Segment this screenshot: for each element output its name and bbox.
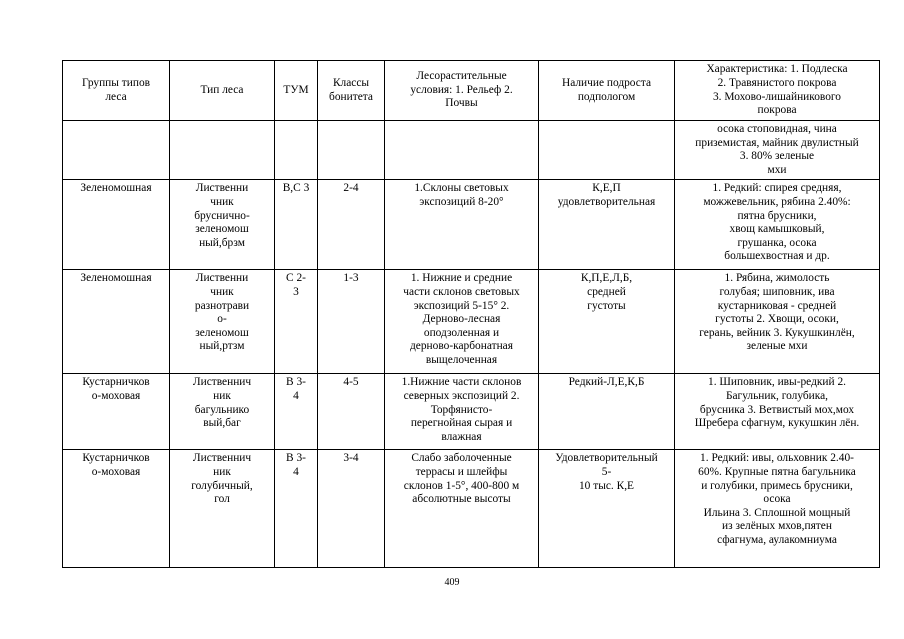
cell-tum: С 2- 3 [275,270,318,374]
cell-forest-type: Лиственнич ник голубичный, гол [170,450,275,568]
cell-characteristics: 1. Редкий: спирея средняя, можжевельник, рябина 2.40%: пятна брусники, хвощ камышковый, грушанка, осока большехвостная и др. [675,180,880,270]
cell-forest-group: Кустарничков о-моховая [63,450,170,568]
header-growing-conditions: Лесорастительные условия: 1. Рельеф 2. Почвы [385,61,539,121]
header-tum: ТУМ [275,61,318,121]
cell-tum [275,121,318,180]
cell-characteristics: 1. Шиповник, ивы-редкий 2. Багульник, голубика, брусника 3. Ветвистый мох,мох Шребера сфагнум, кукушкин лён. [675,374,880,450]
cell-forest-type: Лиственни чник разнотрави о- зеленомош ный,ртзм [170,270,275,374]
cell-bonitet [318,121,385,180]
cell-characteristics: 1. Рябина, жимолость голубая; шиповник, ива кустарниковая - средней густоты 2. Хвощи, осоки, герань, вейник 3. Кукушкинлён, зеленые мхи [675,270,880,374]
cell-bonitet: 3-4 [318,450,385,568]
cell-forest-type: Лиственнич ник багульнико вый,баг [170,374,275,450]
forest-types-table [62,60,880,568]
header-bonitet: Классы бонитета [318,61,385,121]
cell-forest-group [63,121,170,180]
cell-undergrowth: Редкий-Л,Е,К,Б [539,374,675,450]
cell-growing-conditions: Слабо заболоченные террасы и шлейфы склонов 1-5°, 400-800 м абсолютные высоты [385,450,539,568]
table-row [63,180,880,270]
table-row [63,270,880,374]
cell-tum: В,С 3 [275,180,318,270]
table-row [63,121,880,180]
cell-undergrowth: К,П,Е,Л,Б, средней густоты [539,270,675,374]
page-number: 409 [444,577,460,588]
cell-bonitet: 1-3 [318,270,385,374]
cell-tum: В 3- 4 [275,450,318,568]
cell-bonitet: 2-4 [318,180,385,270]
cell-bonitet: 4-5 [318,374,385,450]
cell-forest-type: Лиственни чник бруснично- зеленомош ный,брзм [170,180,275,270]
cell-forest-group: Зеленомошная [63,180,170,270]
cell-undergrowth: Удовлетворительный 5- 10 тыс. К,Е [539,450,675,568]
cell-undergrowth [539,121,675,180]
table-row [63,374,880,450]
cell-growing-conditions: 1. Нижние и средние части склонов световых экспозиций 5-15° 2. Дерново-лесная оподзоленная и дерново-карбонатная выщелоченная [385,270,539,374]
cell-growing-conditions: 1.Нижние части склонов северных экспозиций 2. Торфянисто- перегнойная сырая и влажная [385,374,539,450]
cell-undergrowth: К,Е,П удовлетворительная [539,180,675,270]
table-header-row [63,61,880,121]
cell-characteristics: осока стоповидная, чина приземистая, майник двулистный 3. 80% зеленые мхи [675,121,880,180]
header-undergrowth: Наличие подроста подпологом [539,61,675,121]
table-row [63,450,880,568]
cell-forest-type [170,121,275,180]
cell-forest-group: Кустарничков о-моховая [63,374,170,450]
header-forest-group: Группы типов леса [63,61,170,121]
header-characteristics: Характеристика: 1. Подлеска 2. Травянистого покрова 3. Мохово-лишайникового покрова [675,61,880,121]
cell-forest-group: Зеленомошная [63,270,170,374]
cell-growing-conditions: 1.Склоны световых экспозиций 8-20° [385,180,539,270]
cell-characteristics: 1. Редкий: ивы, ольховник 2.40- 60%. Крупные пятна багульника и голубики, примесь брусники, осока Ильина 3. Сплошной мощный из зелёных мхов,пятен сфагнума, аулакомниума [675,450,880,568]
header-forest-type: Тип леса [170,61,275,121]
cell-growing-conditions [385,121,539,180]
cell-tum: В 3- 4 [275,374,318,450]
